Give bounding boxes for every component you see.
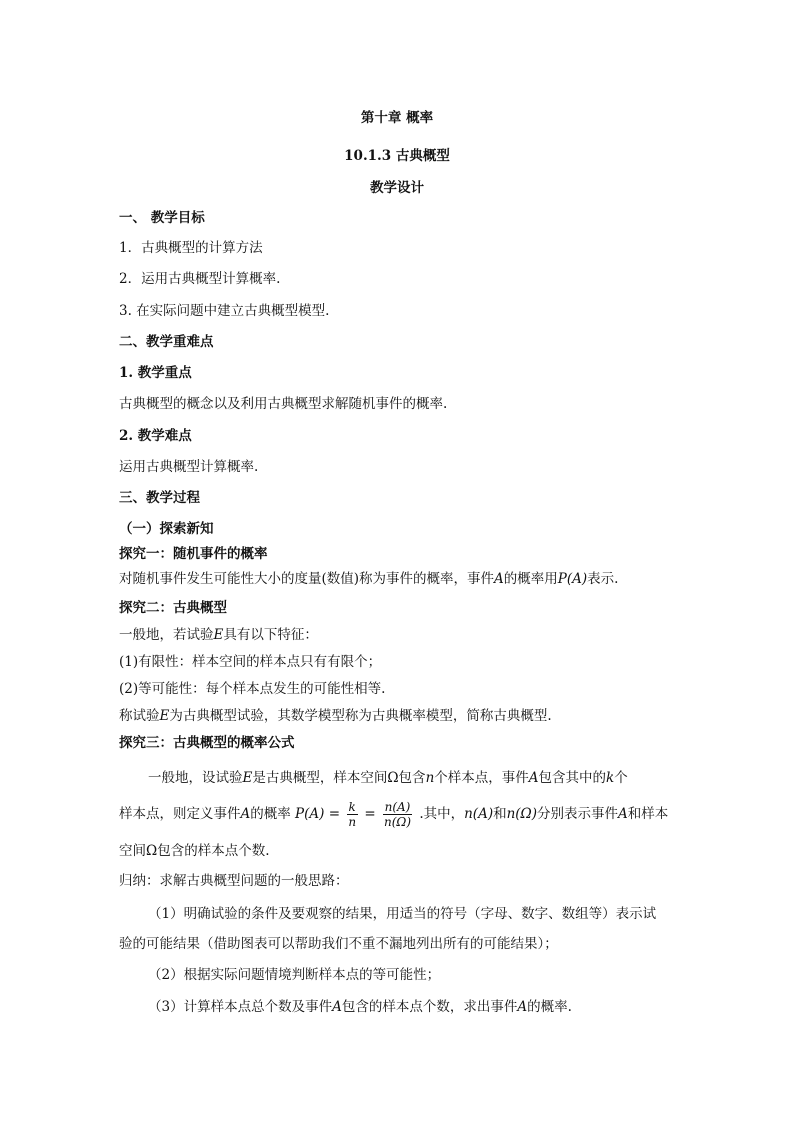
summary-heading: 归纳：求解古典概型问题的一般思路： [119, 873, 349, 889]
doc-type-title: 教学设计 [370, 180, 424, 196]
step-1-line-a: （1）明确试验的条件及要观察的结果，用适当的符号（字母、数字、数组等）表示试 [148, 906, 657, 922]
fraction-k-over-n: $\frac{k}{n}$ [348, 800, 357, 829]
explore3-line-1: 一般地，设试验E是古典概型，样本空间Ω包含n个样本点，事件A包含其中的k个 [148, 770, 628, 786]
explore2-property-2: (2)等可能性：每个样本点发生的可能性相等. [119, 681, 386, 697]
goals-heading: 一、 教学目标 [119, 210, 205, 226]
explore1-heading: 探究一：随机事件的概率 [119, 546, 268, 562]
explore2-heading: 探究二：古典概型 [119, 600, 227, 616]
step-3: （3）计算样本点总个数及事件A包含的样本点个数，求出事件A的概率. [148, 999, 572, 1015]
focus-text: 古典概型的概念以及利用古典概型求解随机事件的概率. [119, 396, 448, 412]
fraction-na-over-nomega: $\frac{n(A)}{n(\Omega)}$ [383, 800, 412, 829]
goal-item-1: 1．古典概型的计算方法 [119, 240, 263, 256]
explore2-intro: 一般地，若试验E具有以下特征： [119, 627, 318, 643]
formula-equals: = [364, 806, 376, 822]
chapter-title: 第十章 概率 [360, 110, 434, 126]
formula-pa: P(A) = [295, 806, 341, 822]
difficulty-text: 运用古典概型计算概率. [119, 459, 259, 475]
difficulty-heading: 2. 教学难点 [119, 428, 192, 444]
explore1-text: 对随机事件发生可能性大小的度量(数值)称为事件的概率，事件A的概率用P(A)表示. [119, 571, 619, 587]
explore2-property-1: (1)有限性：样本空间的样本点只有有限个； [119, 654, 382, 670]
section-title: 10.1.3 古典概型 [344, 148, 450, 164]
explore3-line-2: 样本点，则定义事件A的概率 P(A) = $\frac{k}{n}$ = $\frac{n(A)}{n(\Omega)}$ .其中，n(A)和n(Ω)分别表示事件A和样本 [119, 800, 669, 829]
step-2: （2）根据实际问题情境判断样本点的等可能性； [148, 967, 441, 983]
explore-new-heading: （一）探索新知 [119, 521, 214, 537]
process-heading: 三、教学过程 [119, 490, 200, 506]
goal-item-2: 2．运用古典概型计算概率. [119, 271, 281, 287]
key-points-heading: 二、教学重难点 [119, 334, 214, 350]
explore3-line-3: 空间Ω包含的样本点个数. [119, 843, 270, 859]
focus-heading: 1. 教学重点 [119, 365, 192, 381]
goal-item-3: 3. 在实际问题中建立古典概型模型. [119, 303, 330, 319]
explore3-heading: 探究三：古典概型的概率公式 [119, 735, 295, 751]
step-1-line-b: 验的可能结果（借助图表可以帮助我们不重不漏地列出所有的可能结果）； [119, 936, 558, 952]
explore2-definition: 称试验E为古典概型试验，其数学模型称为古典概率模型，简称古典概型. [119, 708, 552, 724]
